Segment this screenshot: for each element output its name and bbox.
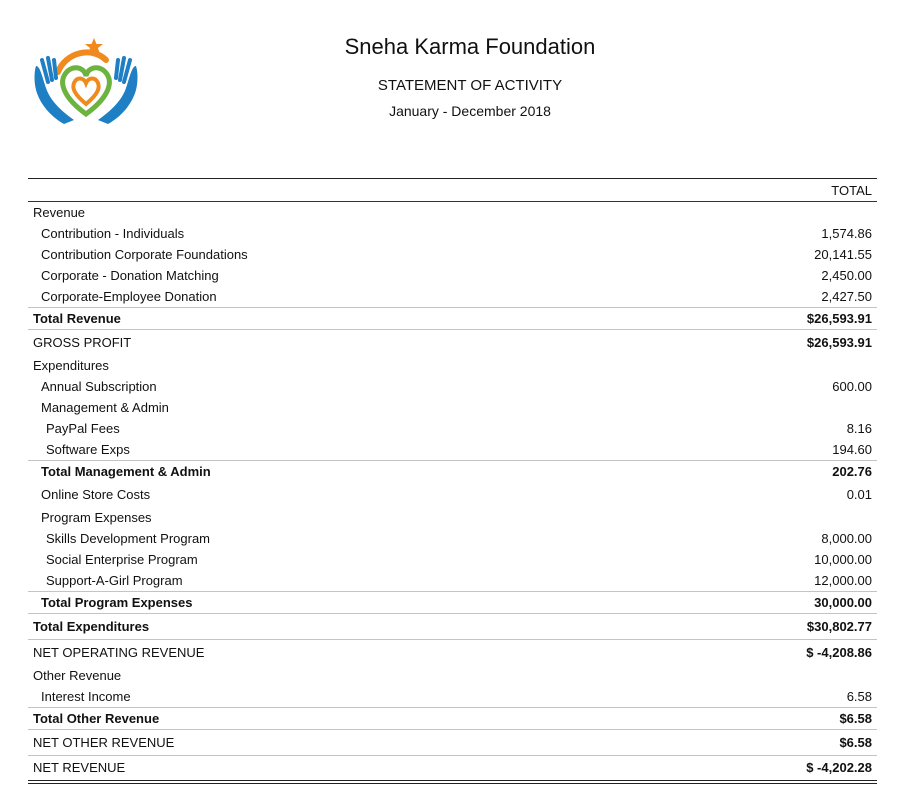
row-amount: 12,000.00 [814,573,872,588]
statement-table [28,178,877,784]
row-label: Interest Income [41,689,131,704]
row-label: Skills Development Program [46,531,211,546]
total-row [28,707,877,729]
row-label: Total Program Expenses [41,595,193,610]
row-label: GROSS PROFIT [33,335,132,350]
row-label: PayPal Fees [46,421,120,436]
row-label: Total Other Revenue [33,711,160,726]
row-amount: 20,141.55 [814,247,872,262]
row-label: Total Revenue [33,311,121,326]
row-amount: 2,450.00 [821,268,872,283]
row-label: Social Enterprise Program [46,552,198,567]
row-amount: 2,427.50 [821,289,872,304]
line-item [28,244,877,265]
row-label: Support-A-Girl Program [46,573,183,588]
row-label: Corporate-Employee Donation [41,289,217,304]
line-item [28,570,877,591]
row-amount: $6.58 [839,711,872,726]
row-amount: $26,593.91 [806,311,872,326]
summary-row [28,639,877,665]
subtotal-row [28,460,877,482]
line-item [28,528,877,549]
line-item [28,686,877,707]
row-amount: $6.58 [839,735,872,750]
section-header [28,355,877,376]
row-label: Corporate - Donation Matching [41,268,219,283]
row-label: Revenue [33,205,86,220]
row-amount: $26,593.91 [806,335,872,350]
row-amount: 202.76 [832,464,872,479]
row-label: Total Expenditures [33,619,150,634]
double-underline [28,780,877,784]
row-label: NET OTHER REVENUE [33,735,175,750]
summary-row [28,329,877,355]
net-revenue-row [28,755,877,780]
section-header [28,665,877,686]
row-amount: $ -4,208.86 [806,645,872,660]
row-amount: 600.00 [832,379,872,394]
line-item [28,549,877,570]
line-item [28,418,877,439]
row-amount: 0.01 [846,487,872,502]
row-amount: 1,574.86 [821,226,872,241]
row-label: Software Exps [46,442,130,457]
row-amount: 10,000.00 [814,552,872,567]
subtotal-row [28,591,877,613]
row-amount: 194.60 [832,442,872,457]
row-label: NET OPERATING REVENUE [33,645,205,660]
summary-row [28,729,877,755]
row-label: Contribution - Individuals [41,226,185,241]
row-label: Expenditures [33,358,109,373]
total-row [28,613,877,639]
organization-name: Sneha Karma Foundation [344,34,596,59]
report-title: STATEMENT OF ACTIVITY [377,77,563,94]
row-label: Other Revenue [33,668,122,683]
report-period: January - December 2018 [389,103,551,119]
total-column-header: TOTAL [831,183,872,198]
line-item [28,439,877,460]
row-label: NET REVENUE [33,760,126,775]
row-amount: 8.16 [846,421,872,436]
line-item [28,482,877,507]
row-amount: 6.58 [846,689,872,704]
row-amount: $ -4,202.28 [806,760,872,775]
subsection-header [28,397,877,418]
subsection-header [28,507,877,528]
column-header-row [28,178,877,202]
row-label: Contribution Corporate Foundations [41,247,248,262]
row-label: Annual Subscription [41,379,157,394]
row-label: Online Store Costs [41,487,151,502]
row-label: Total Management & Admin [41,464,211,479]
line-item [28,286,877,307]
line-item [28,376,877,397]
row-amount: $30,802.77 [806,619,872,634]
row-label: Management & Admin [41,400,169,415]
line-item [28,265,877,286]
line-item [28,223,877,244]
total-row [28,307,877,329]
section-header [28,202,877,223]
row-amount: 8,000.00 [821,531,872,546]
row-amount: 30,000.00 [814,595,872,610]
row-label: Program Expenses [41,510,152,525]
